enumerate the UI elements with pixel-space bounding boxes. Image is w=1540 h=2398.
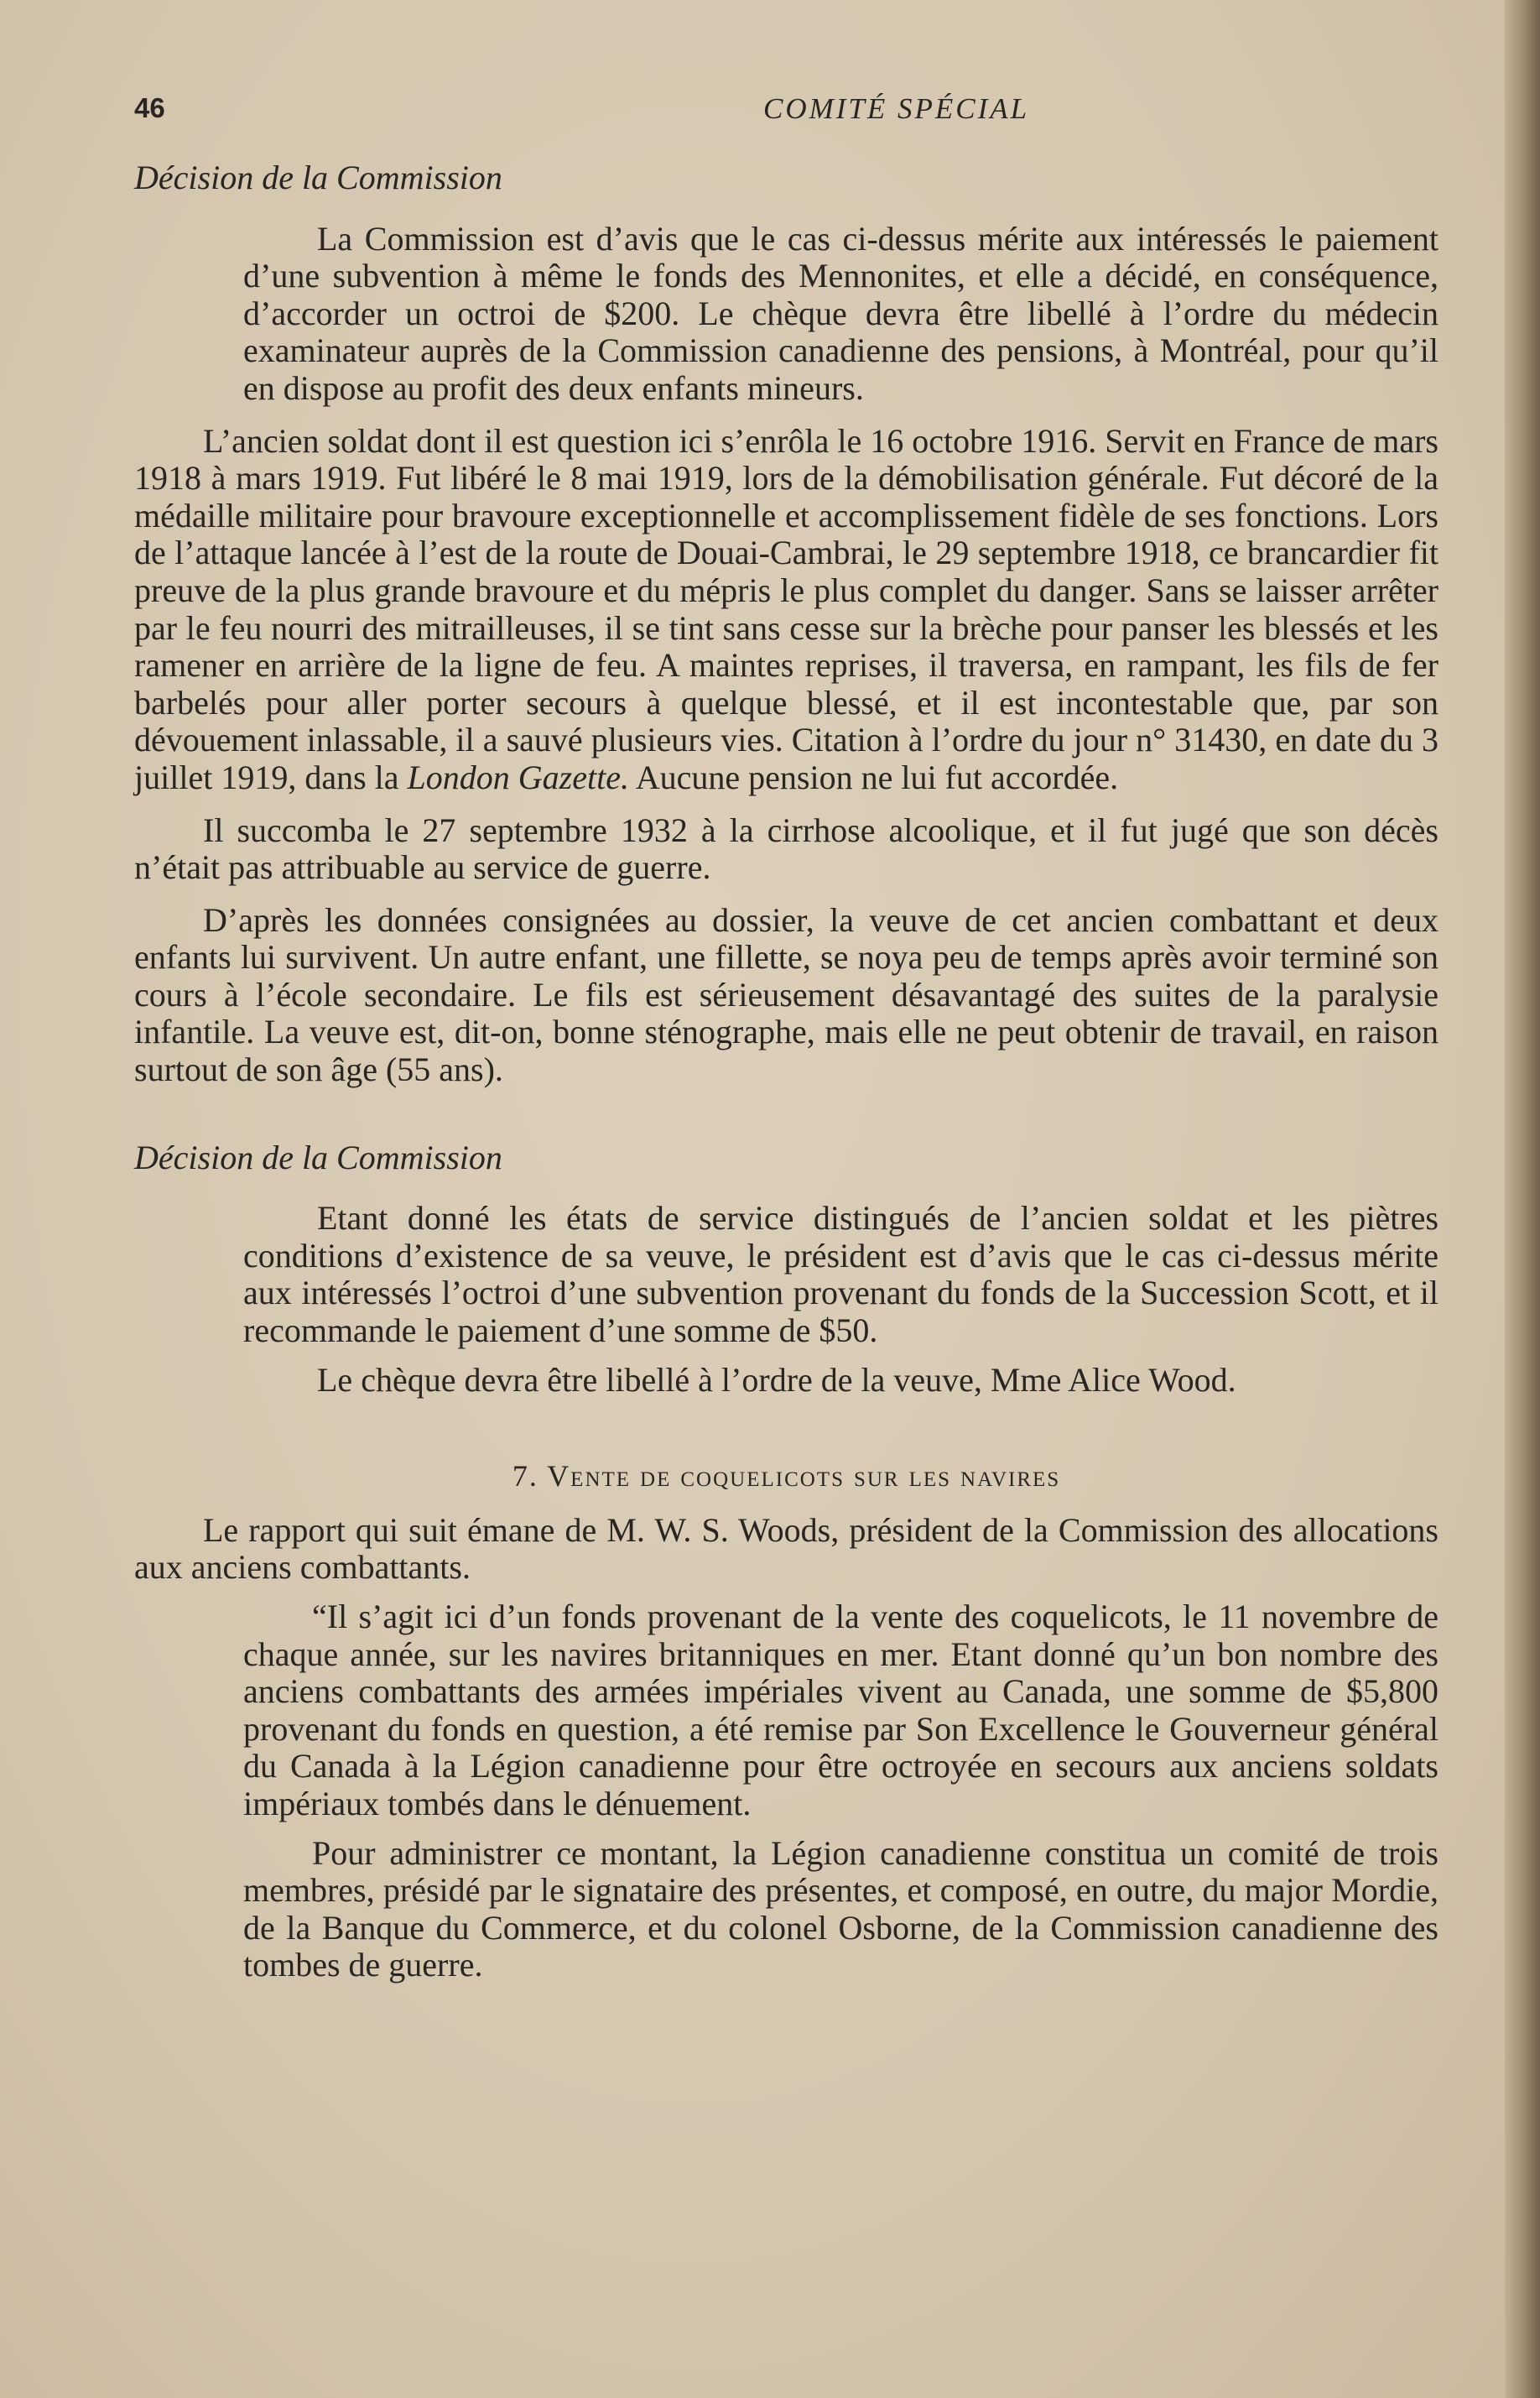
page-number: 46 <box>134 92 165 123</box>
page-binding-edge <box>1505 0 1540 2398</box>
running-title: COMITÉ SPÉCIAL <box>763 92 1030 125</box>
decision-paragraph-2: Etant donné les états de service distingués de l’ancien soldat et les piètres conditions d’existence de sa veuve, le président est d’avis que le cas ci-dessus mérite aux intéressés l’octroi d’une subvention provenant du fonds de la Succession Scott, et il recommande le paiement d’une somme de $50. <box>243 1199 1439 1350</box>
body-text <box>134 159 1439 1984</box>
quote-paragraph-2: Pour administrer ce montant, la Légion canadienne constitua un comité de trois membres, présidé par le signataire des présentes, et composé, en outre, du major Mordie, de la Banque du Commerce, et du colonel Osborne, de la Commission canadienne des tombes de guerre. <box>243 1833 1439 1984</box>
decision-paragraph-3: Le chèque devra être libellé à l’ordre de la veuve, Mme Alice Wood. <box>317 1360 1236 1399</box>
paragraph-soldier-record <box>134 423 1439 797</box>
decision-heading-2: Décision de la Commission <box>134 1138 502 1176</box>
london-gazette-title: London Gazette. <box>407 758 629 796</box>
decision-paragraph-1: La Commission est d’avis que le cas ci-dessus mérite aux intéressés le paiement d’une subvention à même le fonds des Mennonites, et elle a décidé, en conséquence, d’accorder un octroi de $200. Le chèque devra être libellé à l’ordre du médecin examinateur auprès de la Commission canadienne des pensions, à Montréal, pour qu’il en dispose au profit des deux enfants mineurs. <box>243 219 1439 407</box>
paragraph-soldier-record-end: Aucune pension ne lui fut accordée. <box>628 758 1119 796</box>
spacer <box>134 1089 1439 1139</box>
decision-heading-1: Décision de la Commission <box>134 159 502 196</box>
paragraph-family: D’après les données consignées au dossier, la veuve de cet ancien combattant et deux enfants lui survivent. Un autre enfant, une fillette, se noya peu de temps après avoir terminé son cours à l’école secondaire. Le fils est sérieusement désavantagé des suites de la paralysie infantile. La veuve est, dit-on, bonne sténographe, mais elle ne peut obtenir de travail, en raison surtout de son âge (55 ans). <box>134 900 1439 1089</box>
quote-paragraph-1: “Il s’agit ici d’un fonds provenant de la vente des coquelicots, le 11 novembre de chaque année, sur les navires britanniques en mer. Etant donné qu’un bon nombre des anciens combattants des armées impériales vivent au Canada, une somme de $5,800 provenant du fonds en question, a été remise par Son Excellence le Gouverneur général du Canada à la Légion canadienne pour être octroyée en secours aux anciens soldats impériaux tombés dans le dénuement. <box>243 1598 1439 1822</box>
paragraph-death: Il succomba le 27 septembre 1932 à la cirrhose alcoolique, et il fut jugé que son décès n’était pas attribuable au service de guerre. <box>134 811 1439 887</box>
page-header <box>134 92 1443 126</box>
paragraph-soldier-record-main: L’ancien soldat dont il est question ici s’enrôla le 16 octobre 1916. Servit en France de mars 1918 à mars 1919. Fut libéré le 8 mai 1919, lors de la démobilisation générale. Fut décoré de la médaille militaire pour bravoure exceptionnelle et accomplissement fidèle de ses fonctions. Lors de l’attaque lancée à l’est de la route de Douai-Cambrai, le 29 septembre 1918, ce brancardier fit preuve de la plus grande bravoure et du mépris le plus complet du danger. Sans se laisser arrêter par le feu nourri des mitrailleuses, il se tint sans cesse sur la brèche pour panser les blessés et les ramener en arrière de la ligne de feu. A maintes reprises, il traversa, en rampant, les fils de fer barbelés pour aller porter secours à quelque blessé, et il est incontestable que, par son dévouement inlassable, il a sauvé plusieurs vies. Citation à l’ordre du jour n° 31430, en date du 3 juillet 1919, dans la <box>134 421 1439 796</box>
paragraph-report-intro: Le rapport qui suit émane de M. W. S. Woods, président de la Commission des allocations aux anciens combattants. <box>134 1510 1439 1587</box>
section-title: 7. Vente de coquelicots sur les navires <box>512 1459 1061 1494</box>
